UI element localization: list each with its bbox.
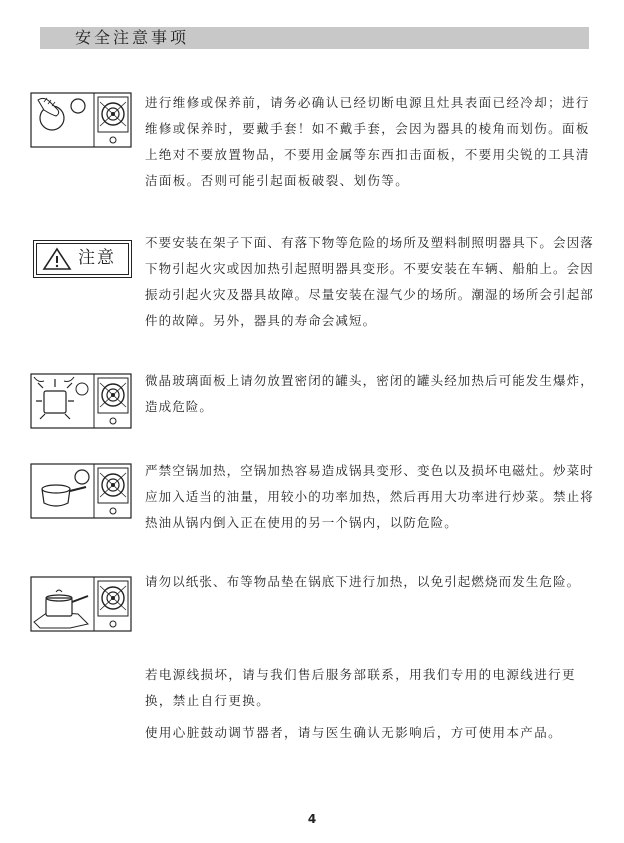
safety-paragraph-4: 严禁空锅加热，空锅加热容易造成锅具变形、变色以及损坏电磁灶。炒菜时应加入适当的油量，用较小的功率加热，然后再用大功率进行炒菜。禁止将热油从锅内倒入正在使用的另一个锅内，以防危险。 — [145, 463, 594, 530]
safety-paragraph-5: 请勿以纸张、布等物品垫在锅底下进行加热，以免引起燃烧而发生危险。 — [145, 574, 581, 589]
safety-paragraph-7: 使用心脏鼓动调节器者，请与医生确认无影响后，方可使用本产品。 — [145, 725, 563, 740]
hand-touch-cooktop-illustration — [30, 92, 132, 148]
safety-paragraph-1: 进行维修或保养前，请务必确认已经切断电源且灶具表面已经冷却；进行维修或保养时，要戴手套！如不戴手套，会因为器具的棱角而划伤。面板上绝对不要放置物品，不要用金属等东西扣击面板，不要用尖锐的工具清洁面板。否则可能引起面板破裂、划伤等。 — [145, 95, 590, 188]
safety-paragraph-6: 若电源线损坏，请与我们售后服务部联系，用我们专用的电源线进行更换，禁止自行更换。 — [145, 667, 576, 708]
page-number: 4 — [307, 812, 317, 826]
section-title: 安全注意事项 — [75, 28, 190, 47]
caution-badge — [33, 240, 132, 278]
pot-on-cloth-illustration — [30, 576, 132, 632]
safety-paragraph-2: 不要安装在架子下面、有落下物等危险的场所及塑料制照明器具下。会因落下物引起火灾或因加热引起照明器具变形。不要安装在车辆、船舶上。会因振动引起火灾及器具故障。尽量安装在湿气少的场所。潮湿的场所会引起部件的故障。另外，器具的寿命会减短。 — [145, 235, 594, 328]
safety-paragraph-3: 微晶玻璃面板上请勿放置密闭的罐头，密闭的罐头经加热后可能发生爆炸，造成危险。 — [145, 373, 594, 414]
sealed-can-explosion-illustration — [30, 373, 132, 429]
section-header-bar — [40, 27, 589, 49]
warning-triangle-icon — [42, 247, 72, 271]
empty-pot-heating-illustration — [30, 463, 132, 519]
caution-label: 注意 — [78, 248, 116, 268]
